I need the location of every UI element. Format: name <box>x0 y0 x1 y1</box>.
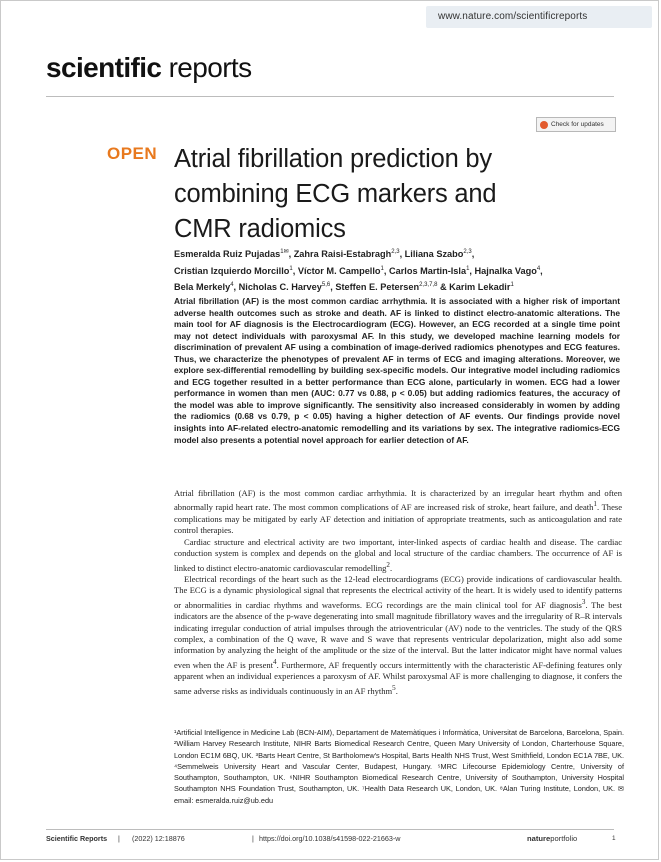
author-name[interactable]: & Karim Lekadir <box>437 282 511 293</box>
paragraph-text: Atrial fibrillation (AF) is the most common cardiac arrhythmia. It is characterized by an irregular heart rhythm and often abnormally rapid heart rate. The most common complications of AF are increased risk of stroke, heart failure, and death <box>174 488 622 513</box>
author-name[interactable]: , Hajnalka Vago <box>469 265 537 276</box>
author-affil: 5,6 <box>321 282 331 289</box>
body-paragraph <box>174 537 622 574</box>
author-sep: , <box>471 249 475 260</box>
citation-ref[interactable]: 3 <box>581 597 586 606</box>
page-footer <box>46 834 616 848</box>
crossmark-icon <box>540 121 548 129</box>
open-access-label: OPEN <box>107 144 158 163</box>
author-name[interactable]: , Víctor M. Campello <box>292 265 381 276</box>
author-name[interactable]: , Carlos Martin-Isla <box>383 265 467 276</box>
author-name[interactable]: , Zahra Raisi-Estabragh <box>288 249 392 260</box>
journal-logo[interactable] <box>46 52 252 84</box>
journal-logo-light: reports <box>161 52 252 83</box>
footer-citation: (2022) 12:18876 <box>132 834 185 843</box>
author-affil: 2,3,7,8 <box>419 282 438 289</box>
author-name[interactable]: , Steffen E. Petersen <box>330 282 420 293</box>
paragraph-text: Cardiac structure and electrical activity are two important, inter-linked aspects of cardiac health and disease. The cardiac conduction system is complex and depends on the global and local structure of the cardiac chambers. The occurrence of AF is linked to distinct electro-anatomic cardiovascular remodelling <box>174 536 622 573</box>
body-paragraph <box>174 488 622 537</box>
author-list <box>174 245 624 295</box>
author-sep: , <box>540 265 543 276</box>
author-affil: 2,3 <box>391 249 400 255</box>
author-affil: 2,3 <box>463 249 472 255</box>
body-paragraph <box>174 574 622 697</box>
author-affil: 4 <box>230 282 234 289</box>
check-updates-button[interactable] <box>536 117 616 132</box>
publisher-logo-light: portfolio <box>550 834 578 843</box>
publisher-logo <box>527 834 577 843</box>
author-affil: 1 <box>380 265 384 272</box>
publisher-logo-bold: nature <box>527 834 551 843</box>
author-line <box>174 278 624 295</box>
author-line <box>174 245 624 262</box>
journal-logo-bold: scientific <box>46 52 162 83</box>
author-line <box>174 262 624 279</box>
author-affil: 1 <box>466 265 470 272</box>
paragraph-text: . These complications may be mitigated by early AF detection and initiation of appropriate treatments, such as anticoagulation and rate control therapies. <box>174 502 622 536</box>
citation-ref[interactable]: 1 <box>593 500 597 509</box>
article-title: Atrial fibrillation prediction by combining ECG markers and CMR radiomics <box>174 145 497 243</box>
paragraph-text: . Furthermore, AF frequently occurs intermittently with the characteristic AF-defining features only apparent when an individual experiences a paroxysm of AF. Whilst paroxysmal AF is more challenging to diagnose, it confers the same adverse risks as individuals continuously in an AF rhythm <box>174 659 622 696</box>
abstract: Atrial fibrillation (AF) is the most common cardiac arrhythmia. It is associated with a higher risk of important adverse health outcomes such as stroke and death. AF is linked to distinct electro-anatomic alterations. The main tool for AF diagnosis is the Electrocardiogram (ECG). However, an ECG recorded at a single time point may not detect individuals with paroxysmal AF. In this study, we developed machine learning models for discrimination of prevalent AF using a combination of image-derived radiomics phenotypes and ECG features. Thus, we characterize the phenotypes of prevalent AF in terms of ECG and imaging alterations. Moreover, we explore sex-differential remodelling by building sex-specific models. Our integrative model including radiomics and ECG together resulted in a better performance than ECG alone, particularly in women. ECG had a lower performance in women than men (AUC: 0.77 vs 0.88, p < 0.05) but adding radiomics features, the accuracy of the model was able to improve significantly. The sensitivity also increased considerably in women by adding the radiomics (0.68 vs 0.79, p < 0.05) having a higher detection of AF events. Our findings provide novel insights into AF-related electro-anatomic remodelling and its variations by sex. The integrative radiomics-ECG model also presents a potential novel approach for earlier detection of AF. <box>174 296 620 445</box>
citation-ref[interactable]: 5 <box>392 683 396 692</box>
journal-url[interactable]: www.nature.com/scientificreports <box>426 6 652 28</box>
footer-journal: Scientific Reports <box>46 834 108 843</box>
author-affil: 1 <box>289 265 293 272</box>
paragraph-text: Electrical recordings of the heart such as the 12-lead electrocardiograms (ECG) provide indications of cardiovascular health. The ECG is a dynamic physiological signal that represents the electrical activity of the heart. It is widely used to identify patterns or abnormalities in cardiac rhythms and waveforms. ECG recordings are the main clinical tool for AF diagnosis <box>174 573 622 610</box>
paragraph-text: . <box>389 562 393 573</box>
footer-doi-link[interactable]: https://doi.org/10.1038/s41598-022-21663-w <box>259 834 401 843</box>
affiliations: ¹Artificial Intelligence in Medicine Lab (BCN-AIM), Departament de Matemàtiques i Informàtica, Universitat de Barcelona, Barcelona, Spain. ²William Harvey Research Institute, NIHR Barts Biomedical Research Centre, Queen Mary University of London, Charterhouse Square, London EC1M 6BQ, UK. ³Barts Heart Centre, St Bartholomew's Hospital, Barts Health NHS Trust, West Smithfield, London EC1A 7BE, UK. ⁴Semmelweis University Heart and Vascular Center, Budapest, Hungary. ⁵MRC Lifecourse Epidemiology Centre, University of Southampton, Southampton, UK. ⁶NIHR Southampton Biomedical Research Centre, University of Southampton, University Hospital Southampton NHS Foundation Trust, Southampton, UK. ⁷Health Data Research UK, London, UK. ⁸Alan Turing Institute, London, UK. ✉email: esmeralda.ruiz@ub.edu <box>174 728 624 805</box>
author-name[interactable]: , Nicholas C. Harvey <box>233 282 322 293</box>
footer-separator: | <box>118 834 120 843</box>
author-name[interactable]: Cristian Izquierdo Morcillo <box>174 265 290 276</box>
author-affil: 1✉ <box>280 249 289 255</box>
author-affil: 1 <box>510 282 514 289</box>
check-updates-label: Check for updates <box>551 121 604 128</box>
citation-ref[interactable]: 2 <box>386 560 390 569</box>
body-text <box>174 488 622 697</box>
author-affil: 4 <box>536 265 541 272</box>
footer-separator: | <box>252 834 254 843</box>
paragraph-text: . <box>395 685 398 696</box>
author-name[interactable]: Esmeralda Ruiz Pujadas <box>174 249 281 260</box>
paragraph-text: . The best indicators are the absence of the p-wave degenerating into small magnitude fibrillatory waves and the irregularity of R–R intervals indicating irregular conduction of atrial impulses through the atrioventricular (AV) node to the ventricles. The study of the QRS complex, a combination of the Q wave, R wave and S wave that represents ventricular depolarization, might also add some information by analyzing the height of the amplitude or the size of the interval. But the latter indicator might have normal values even when the AF is present <box>174 599 622 670</box>
author-name[interactable]: Bela Merkely <box>174 282 231 293</box>
footer-divider <box>46 829 614 830</box>
citation-ref[interactable]: 4 <box>273 657 277 666</box>
header-divider <box>46 96 614 97</box>
author-name[interactable]: , Liliana Szabo <box>399 249 464 260</box>
page-number: 1 <box>612 835 616 842</box>
